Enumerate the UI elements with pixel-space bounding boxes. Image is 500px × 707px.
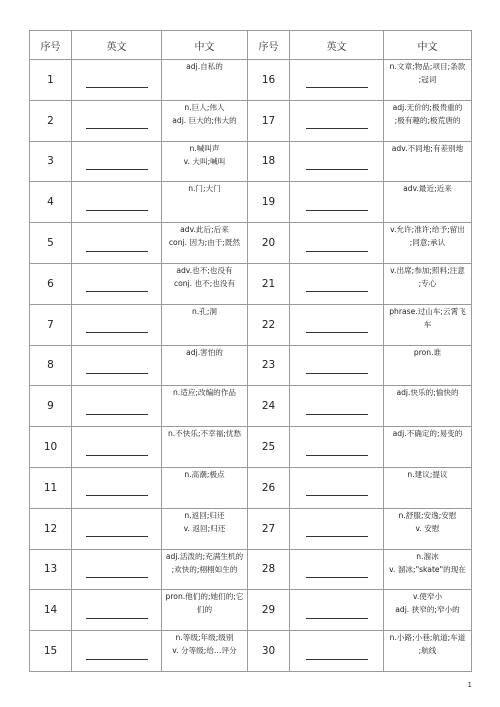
chinese-definition [162, 345, 248, 386]
chinese-definition [162, 182, 248, 223]
table-row [30, 427, 472, 468]
chinese-definition [162, 549, 248, 590]
chinese-definition [384, 427, 472, 468]
english-answer-blank[interactable] [86, 159, 148, 170]
definition-line: conj. 也不;也没有 [173, 278, 236, 288]
english-answer-blank[interactable] [306, 649, 368, 660]
definition-line: n.舒服;安逸;安慰 [398, 510, 457, 520]
english-answer-cell[interactable] [290, 590, 384, 631]
definition-line: phrase.过山车;云霄飞 [389, 306, 466, 316]
english-answer-blank[interactable] [86, 404, 148, 415]
english-answer-blank[interactable] [86, 281, 148, 292]
item-number: 3 [30, 141, 72, 182]
table-row [30, 631, 472, 672]
table-row [30, 590, 472, 631]
chinese-definition [162, 100, 248, 141]
item-number: 26 [248, 467, 290, 508]
chinese-definition [162, 141, 248, 182]
item-number: 29 [248, 590, 290, 631]
chinese-definition [384, 100, 472, 141]
english-answer-cell[interactable] [290, 223, 384, 264]
table-header-row [30, 31, 472, 60]
definition-line: 车 [423, 319, 432, 329]
chinese-definition [162, 631, 248, 672]
item-number: 15 [30, 631, 72, 672]
definition-line: n.小路;小巷;航道;车道 [389, 633, 466, 643]
english-answer-cell[interactable] [72, 141, 162, 182]
english-answer-cell[interactable] [72, 386, 162, 427]
definition-line: adj.活泼的;充满生机的 [165, 551, 244, 561]
header-index-right: 序号 [248, 31, 290, 60]
definition-line: ;同意;承认 [409, 238, 446, 248]
item-number: 21 [248, 263, 290, 304]
chinese-definition [162, 427, 248, 468]
chinese-definition [162, 60, 248, 101]
english-answer-cell[interactable] [72, 549, 162, 590]
definition-line: v.出席;参加;照料;注意 [390, 265, 465, 275]
item-number: 16 [248, 60, 290, 101]
english-answer-cell[interactable] [290, 345, 384, 386]
definition-line: ;欢快的;栩栩如生的 [171, 564, 238, 574]
english-answer-cell[interactable] [290, 427, 384, 468]
english-answer-cell[interactable] [290, 467, 384, 508]
english-answer-blank[interactable] [86, 649, 148, 660]
definition-line: n.文章;物品;项目;条款 [389, 62, 466, 71]
english-answer-cell[interactable] [72, 631, 162, 672]
english-answer-blank[interactable] [306, 445, 368, 456]
chinese-definition [384, 549, 472, 590]
english-answer-blank[interactable] [306, 200, 368, 211]
item-number: 9 [30, 386, 72, 427]
english-answer-cell[interactable] [290, 631, 384, 672]
english-answer-blank[interactable] [306, 77, 368, 88]
definition-line: n.孔;洞 [192, 306, 217, 316]
item-number: 19 [248, 182, 290, 223]
english-answer-cell[interactable] [72, 100, 162, 141]
definition-line: 们的 [196, 605, 213, 615]
definition-line: n.不快乐;不幸福;忧愁 [167, 429, 242, 439]
definition-line: adv.最近;近来 [403, 184, 452, 194]
header-chinese-left: 中文 [162, 31, 248, 60]
english-answer-blank[interactable] [86, 200, 148, 211]
english-answer-cell[interactable] [290, 60, 384, 101]
chinese-definition [162, 386, 248, 427]
item-number: 18 [248, 141, 290, 182]
item-number: 20 [248, 223, 290, 264]
item-number: 27 [248, 508, 290, 549]
table-row [30, 223, 472, 264]
item-number: 10 [30, 427, 72, 468]
table-row [30, 467, 472, 508]
definition-line: v. 分等级;给…评分 [172, 646, 237, 656]
table-row [30, 60, 472, 101]
definition-line: v. 返回;归还 [183, 523, 226, 533]
item-number: 4 [30, 182, 72, 223]
definition-line: n.巨人;伟人 [184, 102, 225, 112]
english-answer-cell[interactable] [72, 304, 162, 345]
english-answer-cell[interactable] [72, 427, 162, 468]
english-answer-cell[interactable] [72, 590, 162, 631]
chinese-definition [384, 60, 472, 101]
definition-line: adj.无价的;极贵重的 [392, 102, 463, 112]
english-answer-cell[interactable] [72, 508, 162, 549]
english-answer-blank[interactable] [86, 322, 148, 333]
chinese-definition [162, 263, 248, 304]
header-english-right: 英文 [290, 31, 384, 60]
chinese-definition [162, 508, 248, 549]
chinese-definition [384, 508, 472, 549]
definition-line: conj. 因为;由于;既然 [168, 238, 241, 248]
item-number: 23 [248, 345, 290, 386]
definition-line: pron.谁 [413, 347, 442, 357]
english-answer-blank[interactable] [86, 445, 148, 456]
chinese-definition [384, 590, 472, 631]
english-answer-cell[interactable] [290, 304, 384, 345]
table-row [30, 141, 472, 182]
definition-line: adj.快乐的;愉快的 [396, 388, 459, 398]
definition-line: adj. 狭窄的;窄小的 [395, 605, 460, 615]
definition-line: ;专心 [418, 278, 437, 288]
english-answer-blank[interactable] [306, 118, 368, 129]
english-answer-blank[interactable] [86, 363, 148, 374]
english-answer-blank[interactable] [306, 485, 368, 496]
definition-line: v.允许;准许;给予;留出 [390, 225, 465, 235]
english-answer-cell[interactable] [290, 100, 384, 141]
table-row [30, 386, 472, 427]
item-number: 14 [30, 590, 72, 631]
table-row [30, 263, 472, 304]
english-answer-blank[interactable] [86, 118, 148, 129]
english-answer-blank[interactable] [306, 241, 368, 252]
english-answer-cell[interactable] [72, 182, 162, 223]
chinese-definition [162, 467, 248, 508]
definition-line: n.高潮;极点 [184, 469, 225, 479]
header-index-left: 序号 [30, 31, 72, 60]
english-answer-blank[interactable] [86, 526, 148, 537]
item-number: 30 [248, 631, 290, 672]
english-answer-cell[interactable] [72, 223, 162, 264]
vocabulary-sheet [29, 30, 472, 672]
table-row [30, 549, 472, 590]
english-answer-blank[interactable] [306, 363, 368, 374]
definition-line: v.使窄小 [412, 592, 443, 602]
item-number: 5 [30, 223, 72, 264]
english-answer-blank[interactable] [86, 241, 148, 252]
definition-line: adv.此后;后来 [180, 225, 229, 235]
english-answer-cell[interactable] [290, 263, 384, 304]
english-answer-cell[interactable] [72, 345, 162, 386]
english-answer-cell[interactable] [290, 141, 384, 182]
definition-line: n.溜冰 [416, 551, 439, 561]
english-answer-blank[interactable] [86, 567, 148, 578]
definition-line: adj.害怕的 [186, 347, 223, 357]
definition-line: n.门;大门 [188, 184, 221, 194]
table-row [30, 182, 472, 223]
table-row [30, 100, 472, 141]
english-answer-cell[interactable] [72, 60, 162, 101]
chinese-definition [384, 182, 472, 223]
english-answer-cell[interactable] [72, 467, 162, 508]
english-answer-cell[interactable] [290, 508, 384, 549]
definition-line: v. 溜冰;"skate"的现在 [389, 564, 466, 574]
item-number: 8 [30, 345, 72, 386]
item-number: 28 [248, 549, 290, 590]
definition-line: ;极有趣的;极荒唐的 [394, 115, 461, 125]
english-answer-cell[interactable] [290, 182, 384, 223]
item-number: 6 [30, 263, 72, 304]
table-row [30, 508, 472, 549]
definition-line: ;冠词 [418, 75, 437, 84]
definition-line: adv.不同地;有差别地 [391, 143, 464, 153]
definition-line: adj.不确定的;易变的 [392, 429, 463, 439]
vocabulary-table [29, 30, 472, 672]
english-answer-blank[interactable] [306, 281, 368, 292]
item-number: 17 [248, 100, 290, 141]
definition-line: n.返回;归还 [184, 510, 225, 520]
definition-line: n.建议;提议 [407, 469, 448, 479]
item-number: 25 [248, 427, 290, 468]
header-english-left: 英文 [72, 31, 162, 60]
table-row [30, 304, 472, 345]
english-answer-blank[interactable] [86, 485, 148, 496]
chinese-definition [384, 345, 472, 386]
definition-line: pron.他们的;她们的;它 [165, 592, 244, 602]
item-number: 13 [30, 549, 72, 590]
definition-line: v. 大叫;喊叫 [183, 156, 226, 166]
chinese-definition [384, 141, 472, 182]
english-answer-cell[interactable] [290, 386, 384, 427]
definition-line: adj.自私的 [186, 62, 223, 71]
item-number: 24 [248, 386, 290, 427]
english-answer-blank[interactable] [306, 159, 368, 170]
item-number: 12 [30, 508, 72, 549]
chinese-definition [384, 263, 472, 304]
table-row [30, 345, 472, 386]
item-number: 1 [30, 60, 72, 101]
english-answer-blank[interactable] [306, 526, 368, 537]
english-answer-cell[interactable] [290, 549, 384, 590]
english-answer-blank[interactable] [306, 608, 368, 619]
chinese-definition [384, 386, 472, 427]
definition-line: n.喊叫声 [189, 143, 220, 153]
definition-line: ;航线 [418, 646, 437, 656]
item-number: 7 [30, 304, 72, 345]
chinese-definition [162, 304, 248, 345]
definition-line: v. 安慰 [415, 523, 440, 533]
chinese-definition [384, 467, 472, 508]
chinese-definition [162, 590, 248, 631]
chinese-definition [384, 223, 472, 264]
english-answer-cell[interactable] [72, 263, 162, 304]
item-number: 2 [30, 100, 72, 141]
item-number: 22 [248, 304, 290, 345]
chinese-definition [384, 304, 472, 345]
english-answer-blank[interactable] [86, 77, 148, 88]
english-answer-blank[interactable] [306, 404, 368, 415]
definition-line: n.等级;年级;级别 [175, 633, 234, 643]
definition-line: n.适应;改编的作品 [173, 388, 236, 398]
english-answer-blank[interactable] [306, 322, 368, 333]
english-answer-blank[interactable] [306, 567, 368, 578]
item-number: 11 [30, 467, 72, 508]
definition-line: adv.也不;也没有 [176, 265, 233, 275]
definition-line: adj. 巨大的;伟大的 [172, 115, 237, 125]
chinese-definition [162, 223, 248, 264]
page-number: 1 [467, 681, 472, 689]
english-answer-blank[interactable] [86, 608, 148, 619]
header-chinese-right: 中文 [384, 31, 472, 60]
chinese-definition [384, 631, 472, 672]
